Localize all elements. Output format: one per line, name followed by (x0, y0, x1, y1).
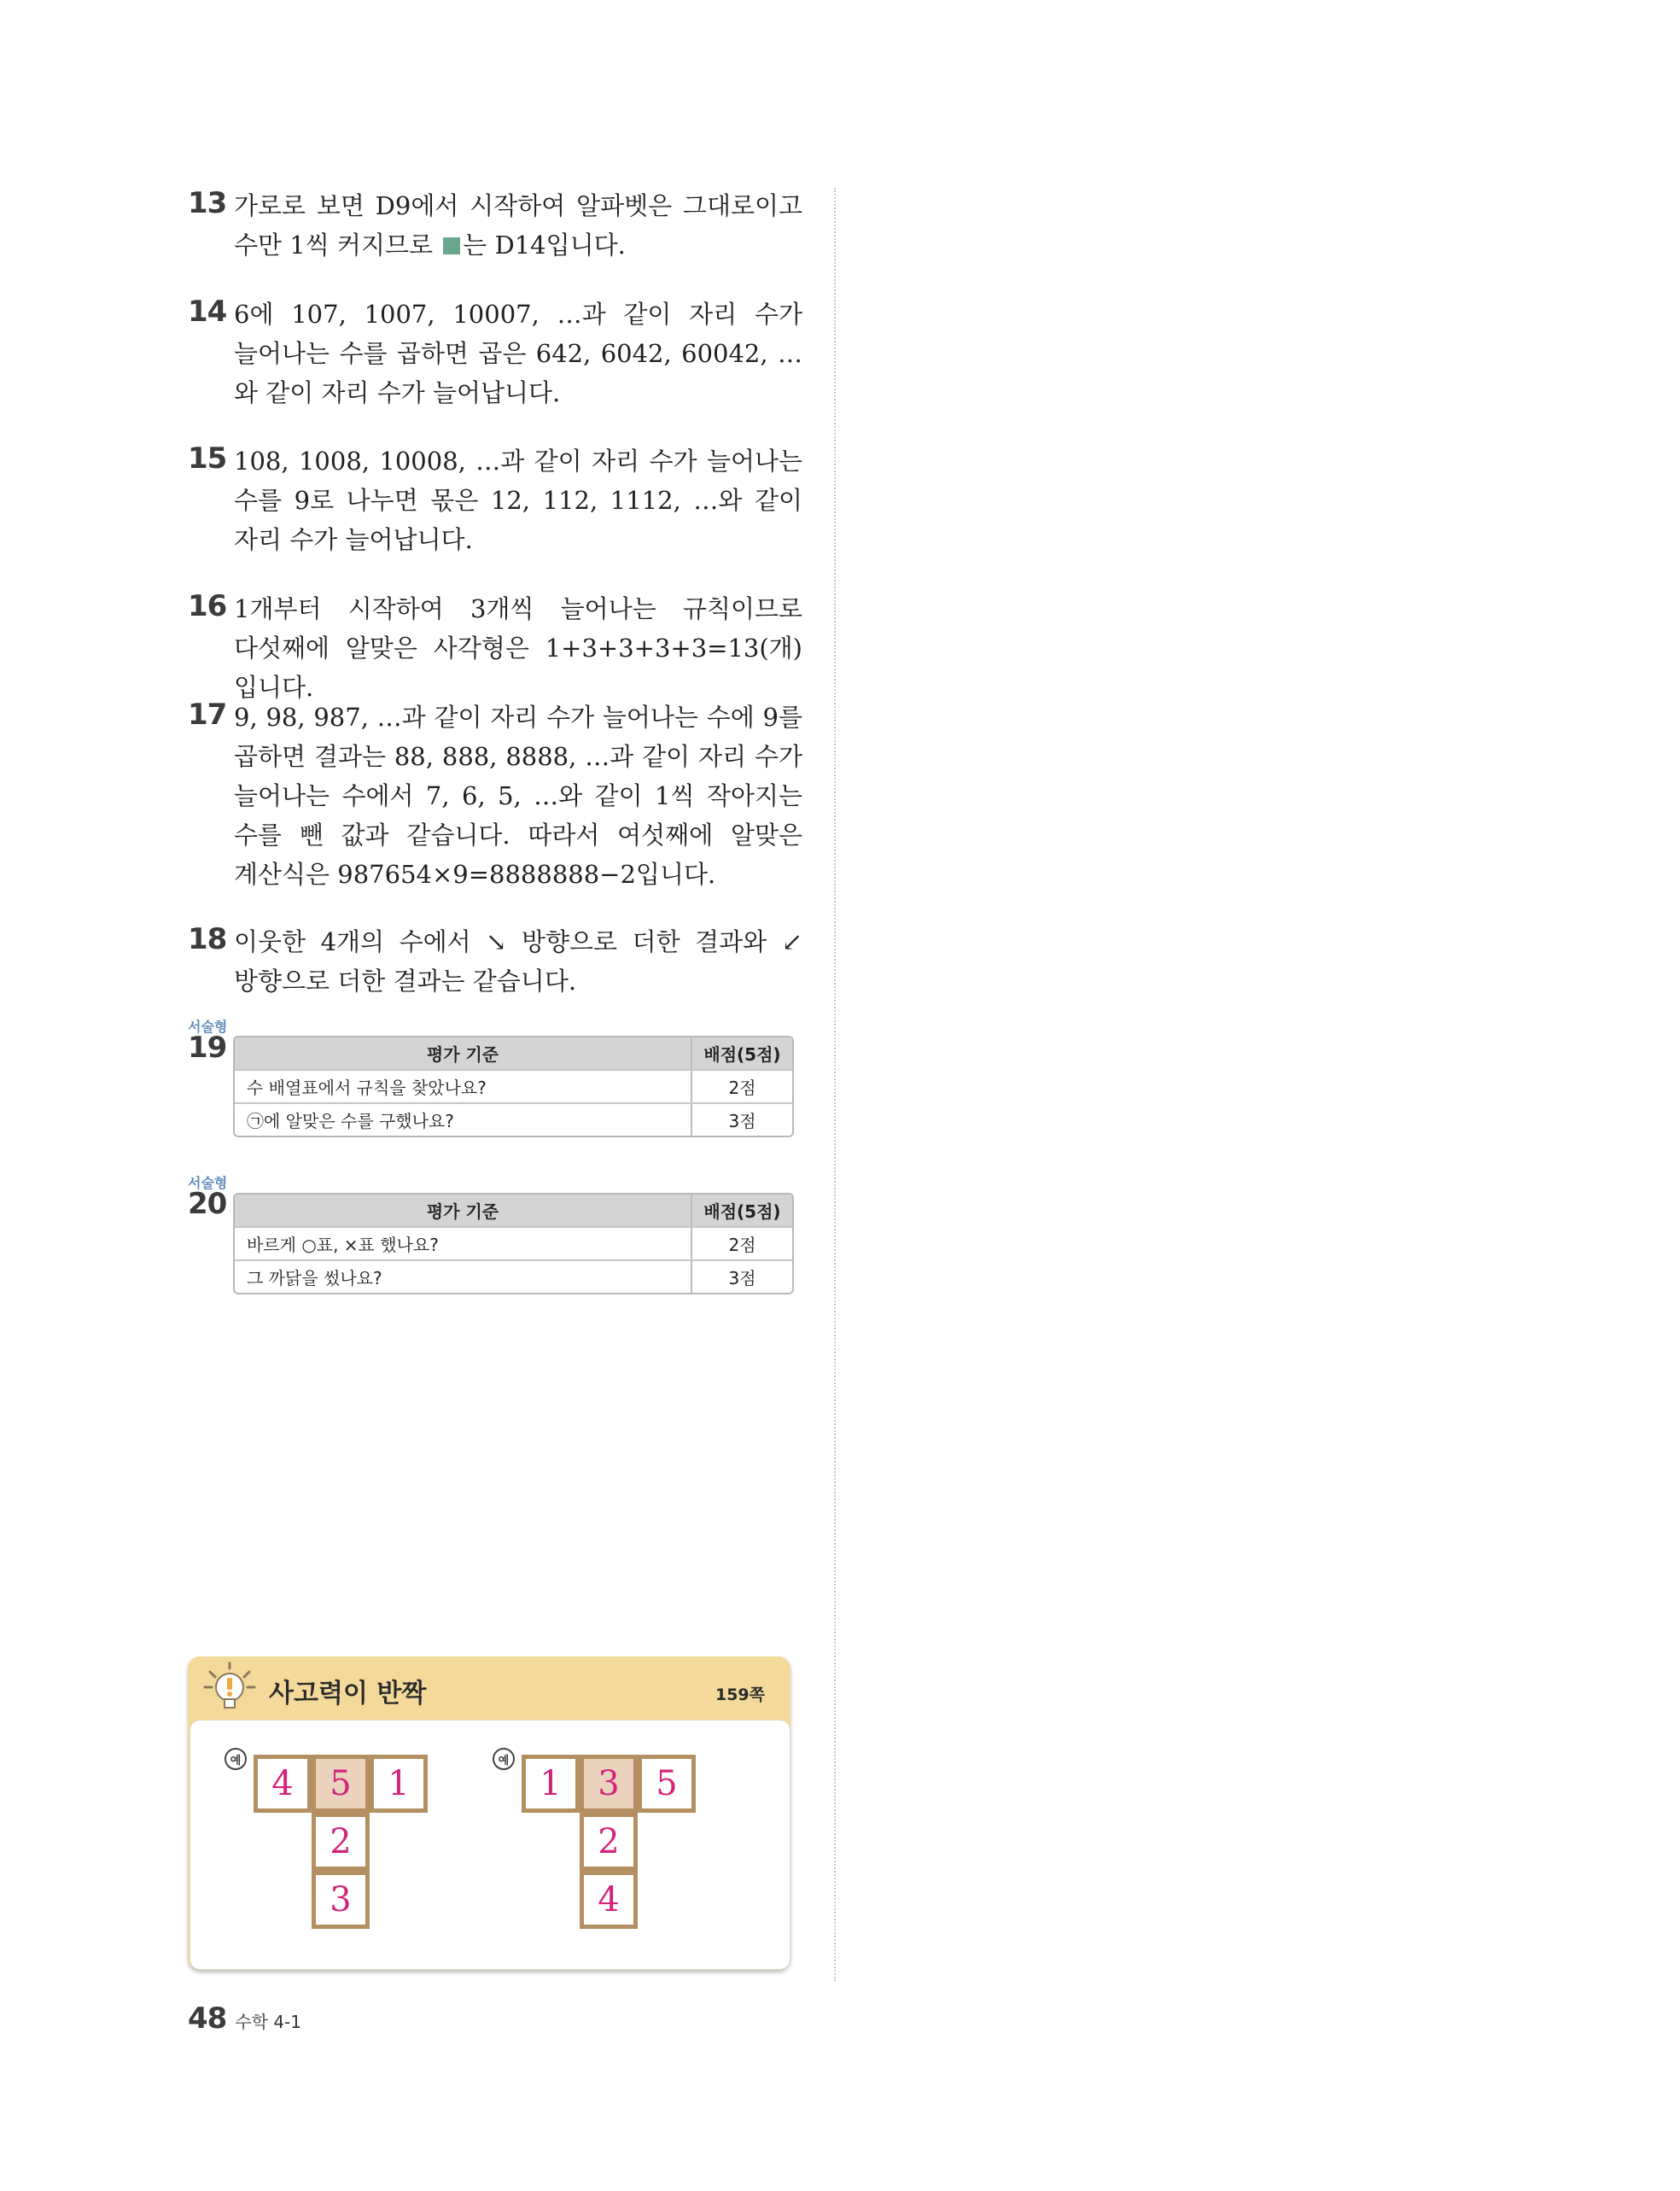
problem-number: 20 (188, 1187, 227, 1221)
page-number: 48 (188, 2001, 227, 2036)
problem-number: 16 (188, 589, 227, 623)
problem-17 (188, 698, 802, 894)
table-header: 평가 기준 배점(5점) (235, 1037, 792, 1069)
table-row: ㉠에 알맞은 수를 구했나요? 3점 (235, 1102, 792, 1136)
problem-number: 15 (188, 441, 227, 476)
thinking-box-title: 사고력이 반짝 (269, 1679, 427, 1709)
problem-15 (188, 441, 802, 559)
column-divider (834, 188, 836, 1981)
problem-text: 9, 98, 987, …과 같이 자리 수가 늘어나는 수에 9를 곱하면 결과는 88, 888, 8888, …과 같이 자리 수가 늘어나는 수에서 7, 6, 5, …와 같이 1씩 작아지는 수를 뺀 값과 같습니다. 따라서 여섯째에 알맞은 계산식은 987654×9=8888888−2입니다. (234, 703, 802, 889)
criteria-table-19 (233, 1036, 794, 1137)
problem-number: 13 (188, 186, 227, 220)
page-footer (188, 2001, 301, 2036)
problem-text: 6에 107, 1007, 10007, …과 같이 자리 수가 늘어나는 수를 곱하면 곱은 642, 6042, 60042, …와 같이 자리 수가 늘어납니다. (234, 300, 802, 407)
table-row: 그 까닭을 썼나요? 3점 (235, 1259, 792, 1293)
problem-text: 108, 1008, 10008, …과 같이 자리 수가 늘어나는 수를 9로 나누면 몫은 12, 112, 1112, …와 같이 자리 수가 늘어납니다. (234, 447, 802, 554)
example-mark: 예 (225, 1748, 247, 1770)
problem-number: 14 (188, 295, 227, 329)
table-header: 평가 기준 배점(5점) (235, 1195, 792, 1226)
grid-cell: 2 (580, 1813, 638, 1871)
grid-cell: 1 (522, 1755, 580, 1813)
grid-cell: 4 (580, 1871, 638, 1929)
criteria-table-20 (233, 1193, 794, 1294)
problem-18 (188, 922, 802, 1001)
grid-cell: 4 (254, 1755, 312, 1813)
grid-cell-center: 3 (580, 1755, 638, 1813)
grid-cell-center: 5 (312, 1755, 370, 1813)
problem-number: 18 (188, 922, 227, 956)
essay-tag: 서술형 (188, 1019, 228, 1035)
grid-cell: 5 (638, 1755, 696, 1813)
book-title: 수학 4-1 (235, 2012, 301, 2032)
lightbulb-icon (200, 1662, 260, 1713)
green-square-icon (443, 237, 460, 254)
example-mark: 예 (493, 1748, 515, 1770)
table-row: 바르게 ○표, ×표 했나요? 2점 (235, 1226, 792, 1259)
problem-text: 이웃한 4개의 수에서 ↘ 방향으로 더한 결과와 ↙ 방향으로 더한 결과는 같습니다. (234, 927, 802, 996)
problem-16 (188, 589, 802, 707)
grid-cell: 3 (312, 1871, 370, 1929)
problem-text: 가로로 보면 D9에서 시작하여 알파벳은 그대로이고 수만 1씩 커지므로 는 D14입니다. (234, 191, 802, 260)
problem-number: 17 (188, 698, 227, 732)
thinking-box-content (190, 1720, 790, 1970)
grid-cell: 2 (312, 1813, 370, 1871)
thinking-box (188, 1656, 790, 1970)
page-reference: 159쪽 (715, 1686, 765, 1704)
table-row: 수 배열표에서 규칙을 찾았나요? 2점 (235, 1069, 792, 1102)
problem-number: 19 (188, 1031, 227, 1065)
problem-text: 1개부터 시작하여 3개씩 늘어나는 규칙이므로 다섯째에 알맞은 사각형은 1+3+3+3+3=13(개)입니다. (234, 594, 802, 702)
problem-14 (188, 295, 802, 412)
essay-tag: 서술형 (188, 1175, 228, 1191)
problem-13 (188, 186, 802, 265)
grid-cell: 1 (370, 1755, 428, 1813)
